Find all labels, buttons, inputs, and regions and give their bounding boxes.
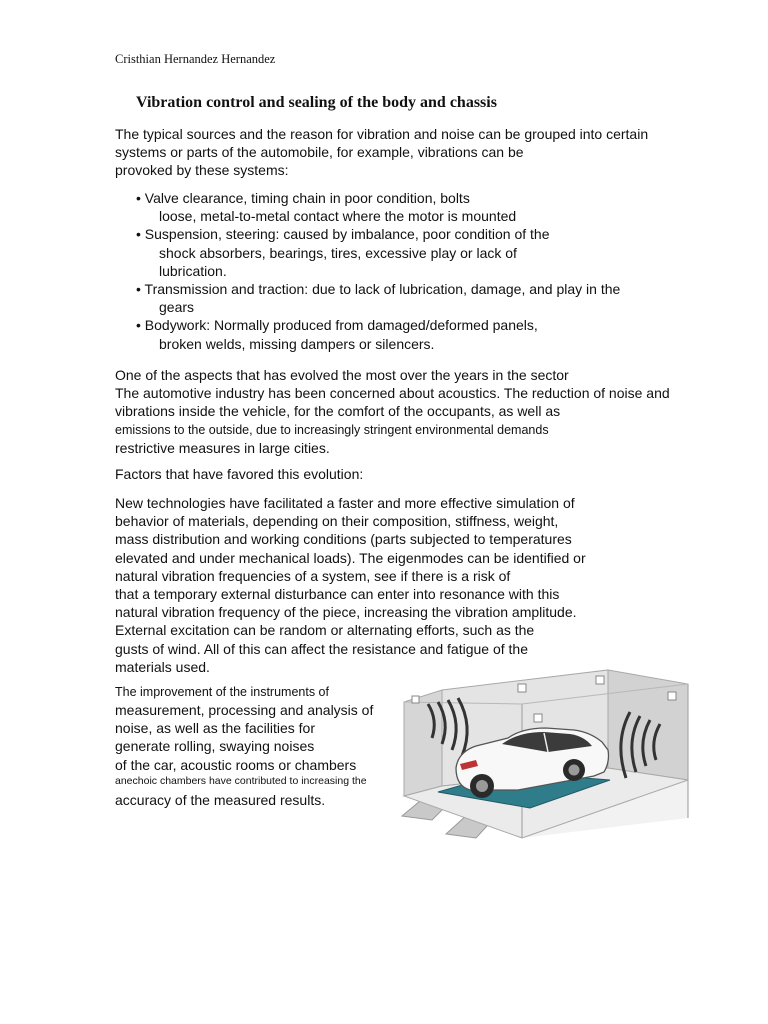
document-title: Vibration control and sealing of the body and chassis — [136, 94, 497, 111]
bullet-text: lubrication. — [159, 262, 227, 279]
text-line: restrictive measures in large cities. — [115, 439, 330, 456]
bullet-item — [115, 316, 620, 352]
text-line: New technologies have facilitated a faster and more effective simulation of — [115, 495, 575, 511]
text-line: behavior of materials, depending on their composition, stiffness, weight, — [115, 513, 559, 530]
text-line: systems or parts of the automobile, for example, vibrations can be — [115, 144, 524, 161]
acoustics-paragraph — [115, 366, 670, 457]
text-line: The typical sources and the reason for vibration and noise can be grouped into certain — [115, 126, 649, 142]
bullet-text: • Transmission and traction: due to lack of lubrication, damage, and play in the — [136, 281, 621, 298]
text-line: accuracy of the measured results. — [115, 791, 326, 808]
text-line: natural vibration frequencies of a system, see if there is a risk of — [115, 567, 511, 584]
text-line: materials used. — [115, 658, 210, 675]
intro-paragraph — [115, 125, 648, 180]
author-name: Cristhian Hernandez Hernandez — [115, 52, 276, 66]
bullet-text: loose, metal-to-metal contact where the motor is mounted — [159, 208, 517, 225]
bullet-text: • Bodywork: Normally produced from damaged/deformed panels, — [136, 317, 538, 334]
car-in-acoustic-chamber-icon — [398, 668, 690, 844]
text-line: External excitation can be random or alternating efforts, such as the — [115, 622, 535, 639]
text-line: generate rolling, swaying noises — [115, 738, 315, 755]
text-line: The automotive industry has been concerned about acoustics. The reduction of noise and — [115, 385, 670, 402]
text-line: gusts of wind. All of this can affect the resistance and fatigue of the — [115, 640, 528, 657]
text-line: noise, as well as the facilities for — [115, 720, 315, 737]
instruments-paragraph — [115, 684, 373, 809]
text-line: measurement, processing and analysis of — [115, 702, 374, 718]
text-line: provoked by these systems: — [115, 162, 289, 179]
text-line: One of the aspects that has evolved the most over the years in the sector — [115, 367, 569, 383]
factors-heading: Factors that have favored this evolution: — [115, 466, 364, 482]
text-line: that a temporary external disturbance can enter into resonance with this — [115, 586, 560, 603]
text-line: vibrations inside the vehicle, for the comfort of the occupants, as well as — [115, 403, 561, 420]
bullet-item — [115, 189, 620, 225]
text-line: natural vibration frequency of the piece, increasing the vibration amplitude. — [115, 604, 577, 621]
text-line: The improvement of the instruments of — [115, 685, 329, 699]
bullet-text: • Suspension, steering: caused by imbalance, poor condition of the — [136, 226, 550, 243]
text-line: elevated and under mechanical loads). The eigenmodes can be identified or — [115, 549, 586, 566]
text-line: mass distribution and working conditions (parts subjected to temperatures — [115, 531, 572, 548]
bullet-list — [115, 189, 620, 353]
bullet-text: gears — [159, 299, 195, 316]
bullet-text: shock absorbers, bearings, tires, excessive play or lack of — [159, 244, 517, 261]
text-line: of the car, acoustic rooms or chambers — [115, 756, 357, 773]
bullet-text: broken welds, missing dampers or silencers. — [159, 335, 435, 352]
text-line: anechoic chambers have contributed to increasing the — [115, 774, 367, 787]
technology-paragraph — [115, 494, 586, 676]
bullet-text: • Valve clearance, timing chain in poor condition, bolts — [136, 190, 470, 206]
text-line: emissions to the outside, due to increasingly stringent environmental demands — [115, 422, 549, 437]
bullet-item — [115, 225, 620, 280]
bullet-item — [115, 280, 620, 316]
